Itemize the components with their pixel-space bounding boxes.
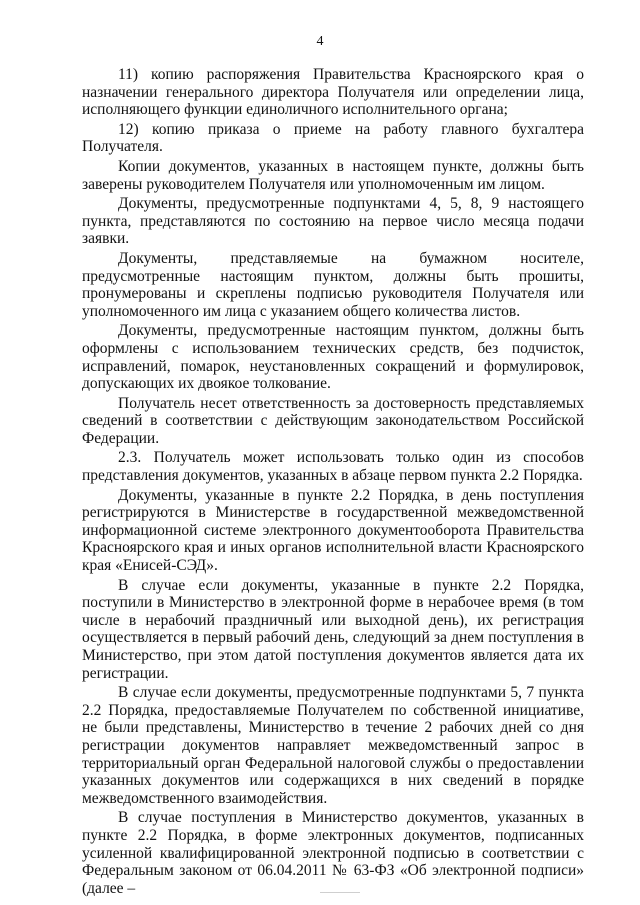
- paragraph-registration: Документы, указанные в пункте 2.2 Порядка, в день поступления регистрируются в Министерстве в государственной межведомственной информационной системе электронного документооборота Правительства Красноярского края и иных органов исполнительной власти Красноярского края «Енисей-СЭД».: [82, 486, 584, 575]
- page-number: 4: [316, 34, 324, 49]
- paragraph-documents-date: Документы, предусмотренные подпунктами 4, 5, 8, 9 настоящего пункта, представляются по состоянию на первое число месяца подачи заявки.: [82, 195, 584, 248]
- paragraph-paper-documents: Документы, представляемые на бумажном носителе, предусмотренные настоящим пунктом, должны быть прошиты, пронумерованы и скреплены подписью руководителя Получателя или уполномоченного им лица с указанием общего количества листов.: [82, 249, 584, 320]
- paragraph-interagency-request: В случае если документы, предусмотренные подпунктами 5, 7 пункта 2.2 Порядка, предоставляемые Получателем по собственной инициативе, не были представлены, Министерство в течение 2 рабочих дней со дня регистрации документов направляет межведомственный запрос в территориальный орган Федеральной налоговой службы о предоставлении указанных документов или содержащихся в них сведений в порядке межведомственного взаимодействия.: [82, 684, 584, 807]
- paragraph-copies-certified: Копии документов, указанных в настоящем пункте, должны быть заверены руководителем Получателя или уполномоченным им лицом.: [82, 157, 584, 193]
- footer-rule: [320, 892, 360, 893]
- paragraph-responsibility: Получатель несет ответственность за достоверность представляемых сведений в соответствии с действующим законодательством Российской Федерации.: [82, 394, 584, 447]
- paragraph-item-12: 12) копию приказа о приеме на работу главного бухгалтера Получателя.: [82, 120, 584, 156]
- paragraph-non-working-time: В случае если документы, указанные в пункте 2.2 Порядка, поступили в Министерство в электронной форме в нерабочее время (в том числе в нерабочий праздничный или выходной день), их регистрация осуществляется в первый рабочий день, следующий за днем поступления в Министерство, при этом датой поступления документов является дата их регистрации.: [82, 576, 584, 682]
- paragraph-technical-means: Документы, предусмотренные настоящим пунктом, должны быть оформлены с использованием технических средств, без подчисток, исправлений, помарок, неустановленных сокращений и формулировок, допускающих их двоякое толкование.: [82, 322, 584, 393]
- paragraph-section-2-3: 2.3. Получатель может использовать только один из способов представления документов, указанных в абзаце первом пункта 2.2 Порядка.: [82, 449, 584, 485]
- paragraph-electronic-documents: В случае поступления в Министерство документов, указанных в пункте 2.2 Порядка, в форме электронных документов, подписанных усиленной квалифицированной электронной подписью в соответствии с Федеральным законом от 06.04.2011 № 63-ФЗ «Об электронной подписи» (далее –: [82, 809, 584, 897]
- document-body: [82, 66, 584, 897]
- paragraph-item-11: 11) копию распоряжения Правительства Красноярского края о назначении генерального директора Получателя или определении лица, исполняющего функции единоличного исполнительного органа;: [82, 66, 584, 119]
